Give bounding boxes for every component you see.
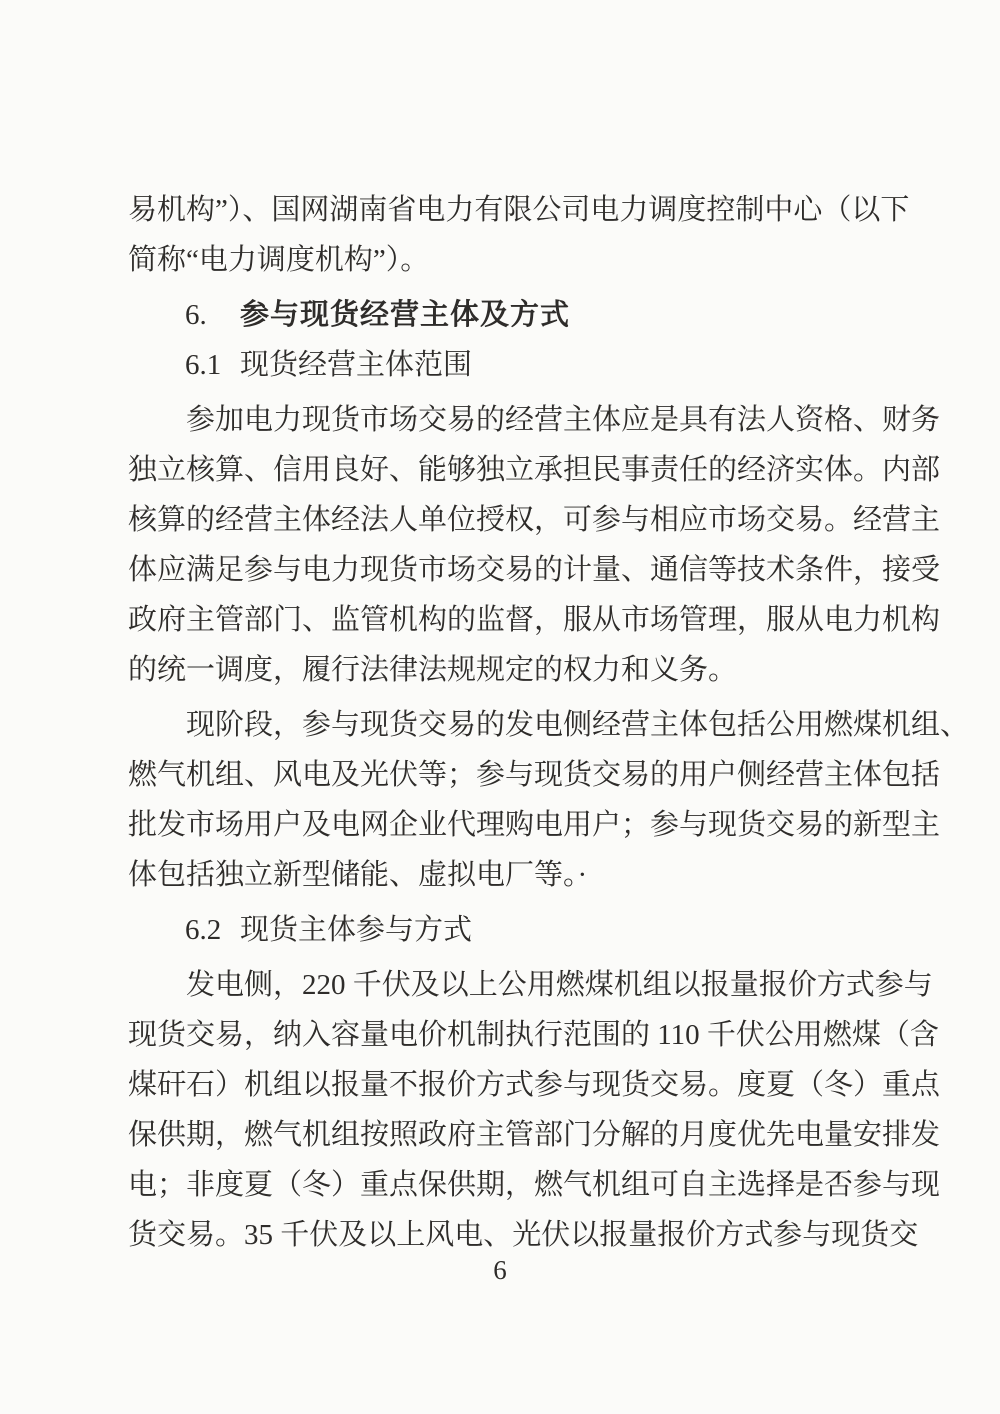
para1-line-6: 的统一调度，履行法律法规规定的权力和义务。 [128, 654, 738, 686]
intro-continuation-line-2: 简称“电力调度机构”）。 [128, 244, 430, 276]
para1-line-2: 独立核算、信用良好、能够独立承担民事责任的经济实体。内部 [128, 454, 941, 486]
section-6-2-title: 现货主体参与方式 [240, 914, 473, 946]
para2-line-4: 体包括独立新型储能、虚拟电厂等。· [128, 859, 588, 891]
para1-line-1: 参加电力现货市场交易的经营主体应是具有法人资格、财务 [186, 404, 941, 436]
section-6-1-title: 现货经营主体范围 [240, 349, 473, 381]
para3-line-2: 现货交易，纳入容量电价机制执行范围的 110 千伏公用燃煤（含 [128, 1019, 939, 1051]
document-body [128, 185, 970, 1260]
para3-line-6: 货交易。35 千伏及以上风电、光伏以报量报价方式参与现货交 [128, 1219, 919, 1251]
para1-line-5: 政府主管部门、监管机构的监督，服从市场管理，服从电力机构 [128, 604, 941, 636]
para2-line-2: 燃气机组、风电及光伏等；参与现货交易的用户侧经营主体包括 [128, 759, 941, 791]
para2-line-1: 现阶段，参与现货交易的发电侧经营主体包括公用燃煤机组、 [186, 709, 970, 741]
section-6-2-number: 6.2 [185, 914, 222, 946]
intro-continuation-line-1: 易机构”）、国网湖南省电力有限公司电力调度控制中心（以下 [128, 194, 910, 226]
para3-line-1: 发电侧，220 千伏及以上公用燃煤机组以报量报价方式参与 [186, 969, 933, 1001]
para1-line-3: 核算的经营主体经法人单位授权，可参与相应市场交易。经营主 [128, 504, 941, 536]
section-6-number: 6. [185, 299, 207, 331]
section-6-1-number: 6.1 [185, 349, 222, 381]
page-number: 6 [493, 1255, 507, 1285]
para1-line-4: 体应满足参与电力现货市场交易的计量、通信等技术条件，接受 [128, 554, 941, 586]
section-6-1-heading [128, 340, 888, 390]
para3-line-4: 保供期，燃气机组按照政府主管部门分解的月度优先电量安排发 [128, 1119, 941, 1151]
para3-line-5: 电；非度夏（冬）重点保供期，燃气机组可自主选择是否参与现 [128, 1169, 941, 1201]
section-6-heading [128, 290, 888, 340]
section-6-title: 参与现货经营主体及方式 [240, 299, 571, 331]
para3-line-3: 煤矸石）机组以报量不报价方式参与现货交易。度夏（冬）重点 [128, 1069, 941, 1101]
para2-line-3: 批发市场用户及电网企业代理购电用户；参与现货交易的新型主 [128, 809, 941, 841]
section-6-2-heading [128, 905, 888, 955]
